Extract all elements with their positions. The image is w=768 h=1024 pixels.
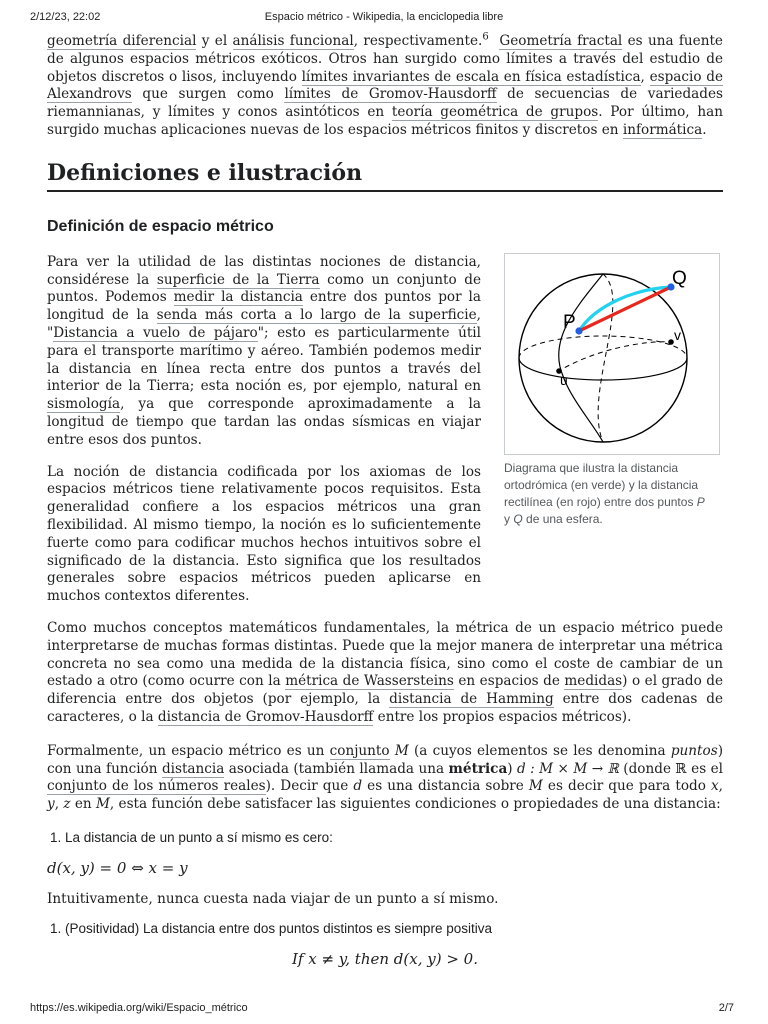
article-content <box>47 30 723 968</box>
paragraph-interpretations: Como muchos conceptos matemáticos fundamentales, la métrica de un espacio métrico puede interpretarse de muchas formas distintas. Puede que la mejor manera de interpretar una métrica concreta no sea como una medida de la distancia física, sino como el coste de cambiar de un estado a otro (como ocurre con la métrica de Wassersteins en espacios de medidas) o el grado de diferencia entre dos objetos (por ejemplo, la distancia de Hamming entre dos cadenas de caracteres, o la distancia de Gromov-Hausdorff entre los propios espacios métricos). <box>47 619 724 725</box>
print-page-title: Espacio métrico - Wikipedia, la enciclopedia libre <box>264 11 504 23</box>
axiom-1: 1. La distancia de un punto a sí mismo es cero: <box>65 830 723 845</box>
full-width-text <box>47 620 723 968</box>
print-footer <box>0 998 768 1024</box>
print-url: https://es.wikipedia.org/wiki/Espacio_métrico <box>30 1002 248 1014</box>
link-teoria-geometrica-grupos[interactable]: teoría geométrica de grupos <box>391 104 599 121</box>
left-column <box>47 254 481 606</box>
definition-block <box>47 254 723 606</box>
sphere-outline <box>519 274 687 442</box>
link-distancia-hamming[interactable]: distancia de Hamming <box>389 691 554 708</box>
link-analisis-funcional[interactable]: análisis funcional <box>232 33 354 49</box>
chord-line <box>579 287 671 331</box>
link-limites-gromov-hausdorff[interactable]: límites de Gromov-Hausdorff <box>284 86 497 103</box>
link-geometria-diferencial[interactable]: geometría diferencial <box>47 33 197 49</box>
meridian-front <box>559 274 603 442</box>
link-distancia[interactable]: distancia <box>161 760 225 777</box>
equation-2: If x ≠ y, then d(x, y) > 0. <box>291 949 478 968</box>
metric-function: d : M × M → ℝ <box>517 760 619 777</box>
great-circle-uv <box>557 342 673 372</box>
link-distancia-vuelo-pajaro[interactable]: Distancia a vuelo de pájaro <box>53 324 258 341</box>
link-espacio-alexandrovs[interactable]: espacio de Alexandrovs <box>47 68 723 103</box>
figure-sphere <box>504 253 721 528</box>
label-p: P <box>563 311 576 333</box>
label-u: u <box>560 371 568 388</box>
equator-front <box>519 358 687 380</box>
link-informatica[interactable]: informática <box>622 121 703 138</box>
sphere-svg <box>505 254 719 454</box>
paragraph-axioms: La noción de distancia codificada por los axiomas de los espacios métricos tiene relativamente pocos requisitos. Esta generalidad confiere a los espacios métricos una gran flexibilidad. Al mismo tiempo, la noción es lo suficientemente fuerte como para codificar muchos hechos intuitivos sobre el significado de la distancia. Esto significa que los resultados generales sobre espacios métricos pueden aplicarse en muchos contextos diferentes. <box>47 463 481 605</box>
meridian-back <box>598 274 613 442</box>
link-medir-distancia[interactable]: medir la distancia <box>173 289 303 306</box>
link-limites-invariantes[interactable]: límites invariantes de escala en física estadística <box>301 68 641 85</box>
point-v <box>668 339 674 345</box>
paragraph-formal-definition: Formalmente, un espacio métrico es un conjunto M (a cuyos elementos se les denomina puntos) con una función distancia asociada (también llamada una métrica) d : M × M → ℝ (donde ℝ es el conjunto de los números reales). Decir que d es una distancia sobre M es decir que para todo x, y, z en M, esta función debe satisfacer las siguientes condiciones o propiedades de una distancia: <box>47 742 724 813</box>
paragraph-earth-distance: Para ver la utilidad de las distintas nociones de distancia, considérese la superficie de la Tierra como un conjunto de puntos. Podemos medir la distancia entre dos puntos por la longitud de la senda más corta a lo largo de la superficie, "Distancia a vuelo de pájaro"; esto es particularmente útil para el transporte marítimo y aéreo. También podemos medir la distancia en línea recta entre dos puntos a través del interior de la Tierra; esta noción es, por ejemplo, natural en sismología, ya que corresponde aproximadamente a la longitud de tiempo que tardan las ondas sísmicas en viajar entre esos dos puntos. <box>47 253 482 448</box>
point-p <box>575 327 582 334</box>
label-v: v <box>674 326 681 343</box>
intro-paragraph: geometría diferencial y el análisis funcional, respectivamente.$^6$ Geometría fractal es una fuente de algunos espacios métricos exóticos. Otros han surgido como límites a través del estudio de objetos discretos o lisos, incluyendo límites invariantes de escala en física estadística, espacio de Alexandrovs que surgen como límites de Gromov-Hausdorff de secuencias de variedades riemannianas, y límites y conos asintóticos en teoría geométrica de grupos. Por último, han surgido muchas aplicaciones nuevas de los espacios métricos finitos y discretos en informática. <box>47 31 723 138</box>
subsection-heading: Definición de espacio métrico <box>47 217 274 235</box>
link-distancia-gromov-hausdorff[interactable]: distancia de Gromov-Hausdorff <box>157 708 374 725</box>
print-datetime: 2/12/23, 22:02 <box>30 11 101 23</box>
print-page-number: 2/7 <box>718 1002 734 1014</box>
figure-caption: Diagrama que ilustra la distancia ortodrómica (en verde) y la distancia rectilínea (en rojo) entre dos puntos P y Q de una esfera. <box>504 460 705 526</box>
equator-back <box>519 336 687 358</box>
label-q: Q <box>672 267 687 289</box>
reference-6[interactable]: 6 <box>482 31 489 43</box>
link-geometria-fractal[interactable]: Geometría fractal <box>499 33 623 49</box>
link-medidas[interactable]: medidas <box>564 673 623 690</box>
axiom-list-1 <box>47 830 723 845</box>
link-conjunto[interactable]: conjunto <box>329 742 390 759</box>
link-superficie-tierra[interactable]: superficie de la Tierra <box>156 271 320 288</box>
link-metrica-wassersteins[interactable]: métrica de Wassersteins <box>285 673 454 690</box>
axiom-positividad: 1. (Positividad) La distancia entre dos puntos distintos es siempre positiva <box>65 921 723 936</box>
paragraph-intuition: Intuitivamente, nunca cuesta nada viajar de un punto a sí mismo. <box>47 890 499 907</box>
link-senda-mas-corta[interactable]: senda más corta a lo largo de la superficie <box>156 307 477 324</box>
axiom-list-2 <box>47 921 723 936</box>
link-numeros-reales[interactable]: conjunto de los números reales <box>47 778 266 795</box>
section-heading: Definiciones e ilustración <box>47 160 723 192</box>
print-header <box>0 0 768 28</box>
link-sismologia[interactable]: sismología <box>47 396 121 413</box>
equation-1: d(x, y) = 0 ⇔ x = y <box>47 858 188 877</box>
sphere-diagram-image[interactable] <box>504 253 720 455</box>
